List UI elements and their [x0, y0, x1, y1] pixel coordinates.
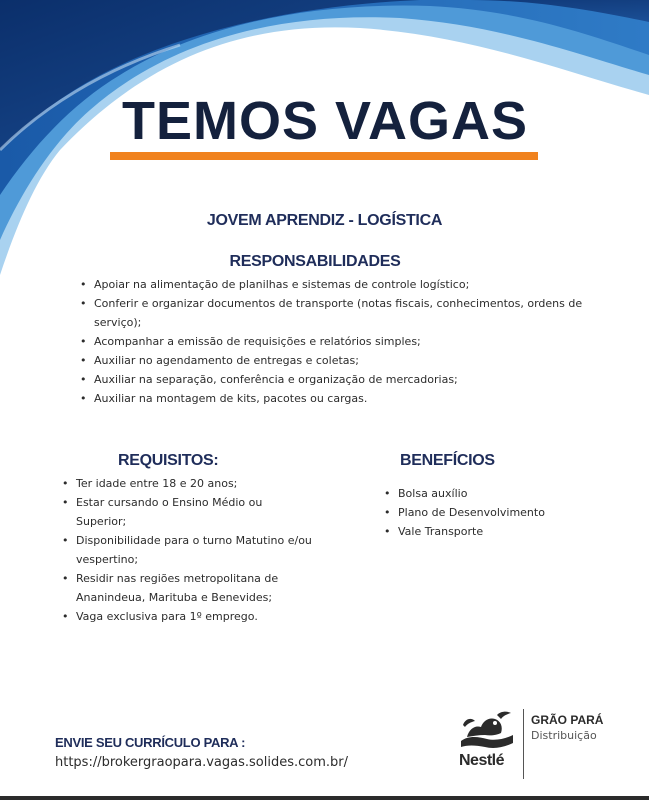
list-item: • Auxiliar na separação, conferência e organização de mercadorias; — [80, 370, 600, 389]
cta-label: ENVIE SEU CURRÍCULO PARA : — [55, 735, 246, 750]
job-title: JOVEM APRENDIZ - LOGÍSTICA — [206, 212, 443, 229]
brand-subtitle: Distribuição — [531, 729, 597, 742]
list-item: • Residir nas regiões metropolitana de Ananindeua, Marituba e Benevides; — [62, 569, 312, 607]
list-item: • Apoiar na alimentação de planilhas e sistemas de controle logístico; — [80, 275, 600, 294]
application-link[interactable]: https://brokergraopara.vagas.solides.com.br/ — [55, 755, 348, 770]
headline-underline — [110, 152, 538, 160]
requirements-list — [62, 474, 312, 626]
list-item: • Bolsa auxílio — [384, 484, 604, 503]
benefits-heading: BENEFÍCIOS — [400, 452, 495, 469]
list-item: • Conferir e organizar documentos de transporte (notas fiscais, conhecimentos, ordens de serviço); — [80, 294, 600, 332]
list-item: • Estar cursando o Ensino Médio ou Superior; — [62, 493, 312, 531]
brand-logo — [457, 707, 612, 782]
headline: TEMOS VAGAS — [121, 91, 529, 151]
requirements-heading: REQUISITOS: — [118, 452, 219, 469]
list-item: • Ter idade entre 18 e 20 anos; — [62, 474, 312, 493]
responsibilities-list — [80, 275, 600, 408]
list-item: • Disponibilidade para o turno Matutino e/ou vespertino; — [62, 531, 312, 569]
bottom-divider — [0, 796, 649, 800]
list-item: • Vaga exclusiva para 1º emprego. — [62, 607, 312, 626]
responsibilities-heading: RESPONSABILIDADES — [229, 253, 401, 270]
nestle-wordmark: Nestlé — [459, 752, 505, 769]
list-item: • Plano de Desenvolvimento — [384, 503, 604, 522]
brand-name: GRÃO PARÁ — [531, 713, 604, 727]
list-item: • Auxiliar no agendamento de entregas e coletas; — [80, 351, 600, 370]
list-item: • Acompanhar a emissão de requisições e relatórios simples; — [80, 332, 600, 351]
list-item: • Auxiliar na montagem de kits, pacotes ou cargas. — [80, 389, 600, 408]
benefits-list — [384, 484, 604, 541]
nest-birds-icon — [457, 707, 517, 751]
list-item: • Vale Transporte — [384, 522, 604, 541]
logo-divider — [523, 709, 524, 779]
